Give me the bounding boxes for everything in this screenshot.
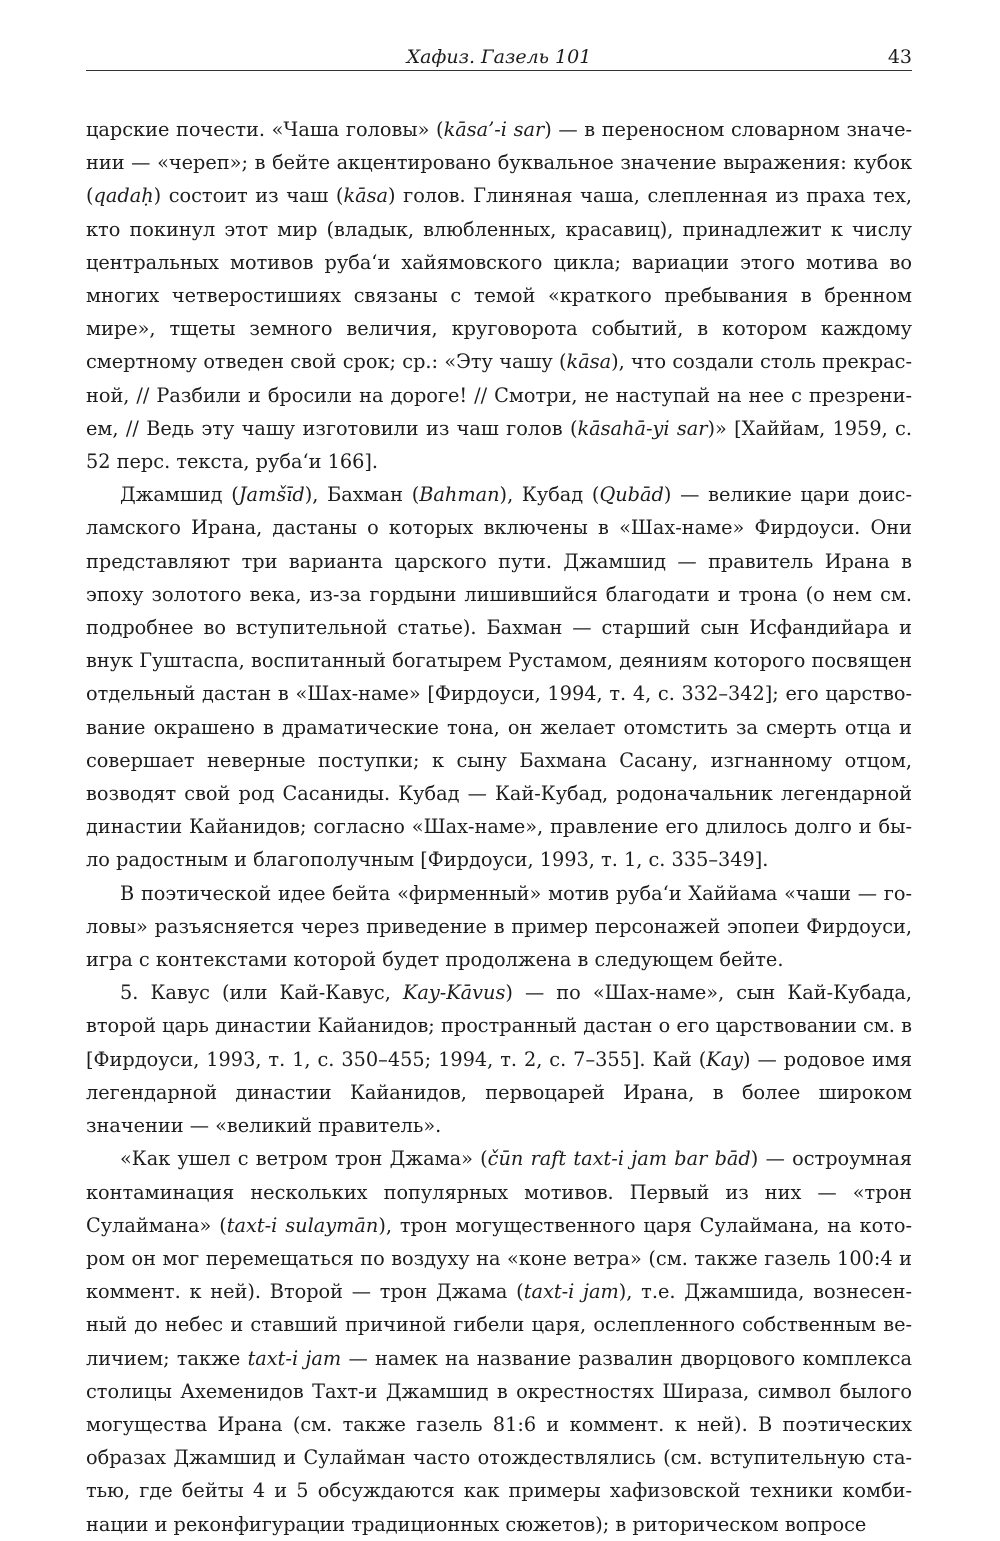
italic-term: taxt-i jam: [247, 1346, 342, 1370]
paragraph-3: [86, 877, 912, 977]
italic-term: qadaḥ: [93, 184, 154, 208]
running-header: [86, 44, 912, 70]
text-run: ) — родовое имя легендарной династии Кайанидов, первоцарей Ирана, в более широком значении — «великий правитель».: [86, 1047, 912, 1138]
text-run: ) — в переносном словарном значении — «череп»; в бейте акцентировано буквальное значение выражения: кубок (: [86, 118, 912, 208]
text-run: «Как ушел с ветром трон Джама» (: [120, 1147, 488, 1171]
running-title: Хафиз. Газель 101: [406, 46, 592, 68]
italic-term: čūn raft taxt-i jam bar bād: [487, 1147, 751, 1171]
text-run: 5. Кавус (или Кай-Кавус,: [120, 981, 403, 1005]
text-run: ), Кубад (: [499, 483, 600, 507]
text-run: царские почести. «Чаша головы» (: [86, 118, 444, 141]
text-run: ) — великие цари доисламского Ирана, дастаны о которых включены в «Шах-наме» Фирдоуси. Они представляют три варианта царского пути. Джамшид — правитель Ирана в эпоху золотого века, из-за гордыни лишившийся благодати и трона (о нем см. подробнее во вступительной статье). Бахман — старший сын Исфандийара и внук Гуштаспа, воспитанный богатырем Рустамом, деяниям которого посвящен отдельный дастан в «Шах-наме» [Фирдоуси, 1994, т. 4, с. 332–342]; его царствование окрашено в драматические тона, он желает отомстить за смерть отца и совершает неверные поступки; к сыну Бахмана Сасану, изгнанному отцом, возводят свой род Сасаниды. Кубад — Кай-Кубад, родоначальник легендарной династии Кайанидов; согласно «Шах-наме», правление его длилось долго и было радостным и благополучным [Фирдоуси, 1993, т. 1, с. 335–349].: [86, 483, 912, 872]
text-run: ), что создали столь прекрасной, // Разбили и бросили на дороге! // Смотри, не наступай на нее с презрением, // Ведь эту чашу изготовили из чаш голов (: [86, 350, 912, 440]
italic-term: Kay-Kāvus: [402, 981, 506, 1005]
italic-term: kāsa: [343, 184, 389, 208]
page-number: 43: [887, 46, 912, 68]
italic-term: taxt-i jam: [523, 1280, 619, 1304]
paragraph-2: [86, 478, 912, 876]
italic-term: Jamšīd: [238, 483, 305, 507]
italic-term: kāsa’-i sar: [443, 118, 545, 141]
text-run: Джамшид (: [120, 483, 239, 507]
text-run: )» [Хаййам, 1959, с. 52 перс. текста, руба‘и 166].: [86, 416, 912, 474]
text-run: ), Бахман (: [304, 483, 420, 507]
text-run: В поэтической идее бейта «фирменный» мотив руба‘и Хаййама «чаши — головы» разъясняется через приведение в пример персонажей эпопеи Фирдоуси, игра с контекстами которой будет продолжена в следующем бейте.: [86, 881, 912, 972]
paragraph-4: [86, 976, 912, 1142]
header-rule: [86, 70, 912, 71]
italic-term: kāsa: [566, 350, 612, 374]
text-run: ) состоит из чаш (: [153, 184, 344, 208]
italic-term: Kay: [706, 1047, 744, 1071]
italic-term: kāsahā-yi sar: [577, 416, 708, 440]
italic-term: Qubād: [599, 483, 664, 507]
text-run: ), трон могущественного царя Сулаймана, на котором он мог перемещаться по воздуху на «коне ветра» (см. также газель 100:4 и коммент. к ней). Второй — трон Джама (: [86, 1213, 912, 1304]
paragraph-1: [86, 113, 912, 478]
body-text: [86, 113, 912, 1541]
italic-term: Bahman: [419, 483, 500, 507]
text-run: ), т.е. Джамшида, вознесенный до небес и ставший причиной гибели царя, ослепленного собственным величием; также: [86, 1280, 912, 1370]
text-run: ) голов. Глиняная чаша, слепленная из праха тех, кто покинул этот мир (владык, влюбленных, красавиц), принадлежит к числу центральных мотивов руба‘и хайямовского цикла; вариации этого мотива во многих четверостишиях связаны с темой «краткого пребывания в бренном мире», тщеты земного величия, круговорота событий, в котором каждому смертному отведен свой срок; ср.: «Эту чашу (: [86, 184, 912, 374]
text-run: — намек на название развалин дворцового комплекса столицы Ахеменидов Тахт-и Джамшид в окрестностях Шираза, символ былого могущества Ирана (см. также газель 81:6 и коммент. к ней). В поэтических образах Джамшид и Сулайман часто отождествлялись (см. вступительную статью, где бейты 4 и 5 обсуждаются как примеры хафизовской техники комбинации и реконфигурации традиционных сюжетов); в риторическом вопросе: [86, 1346, 913, 1536]
text-run: ) — по «Шах-наме», сын Кай-Кубада, второй царь династии Кайанидов; пространный дастан о его царствовании см. в [Фирдоуси, 1993, т. 1, с. 350–455; 1994, т. 2, с. 7–355]. Кай (: [86, 981, 912, 1071]
italic-term: taxt-i sulaymān: [226, 1213, 379, 1237]
text-run: ) — остроумная контаминация нескольких популярных мотивов. Первый из них — «трон Сулаймана» (: [86, 1147, 912, 1237]
paragraph-5: [86, 1142, 912, 1540]
